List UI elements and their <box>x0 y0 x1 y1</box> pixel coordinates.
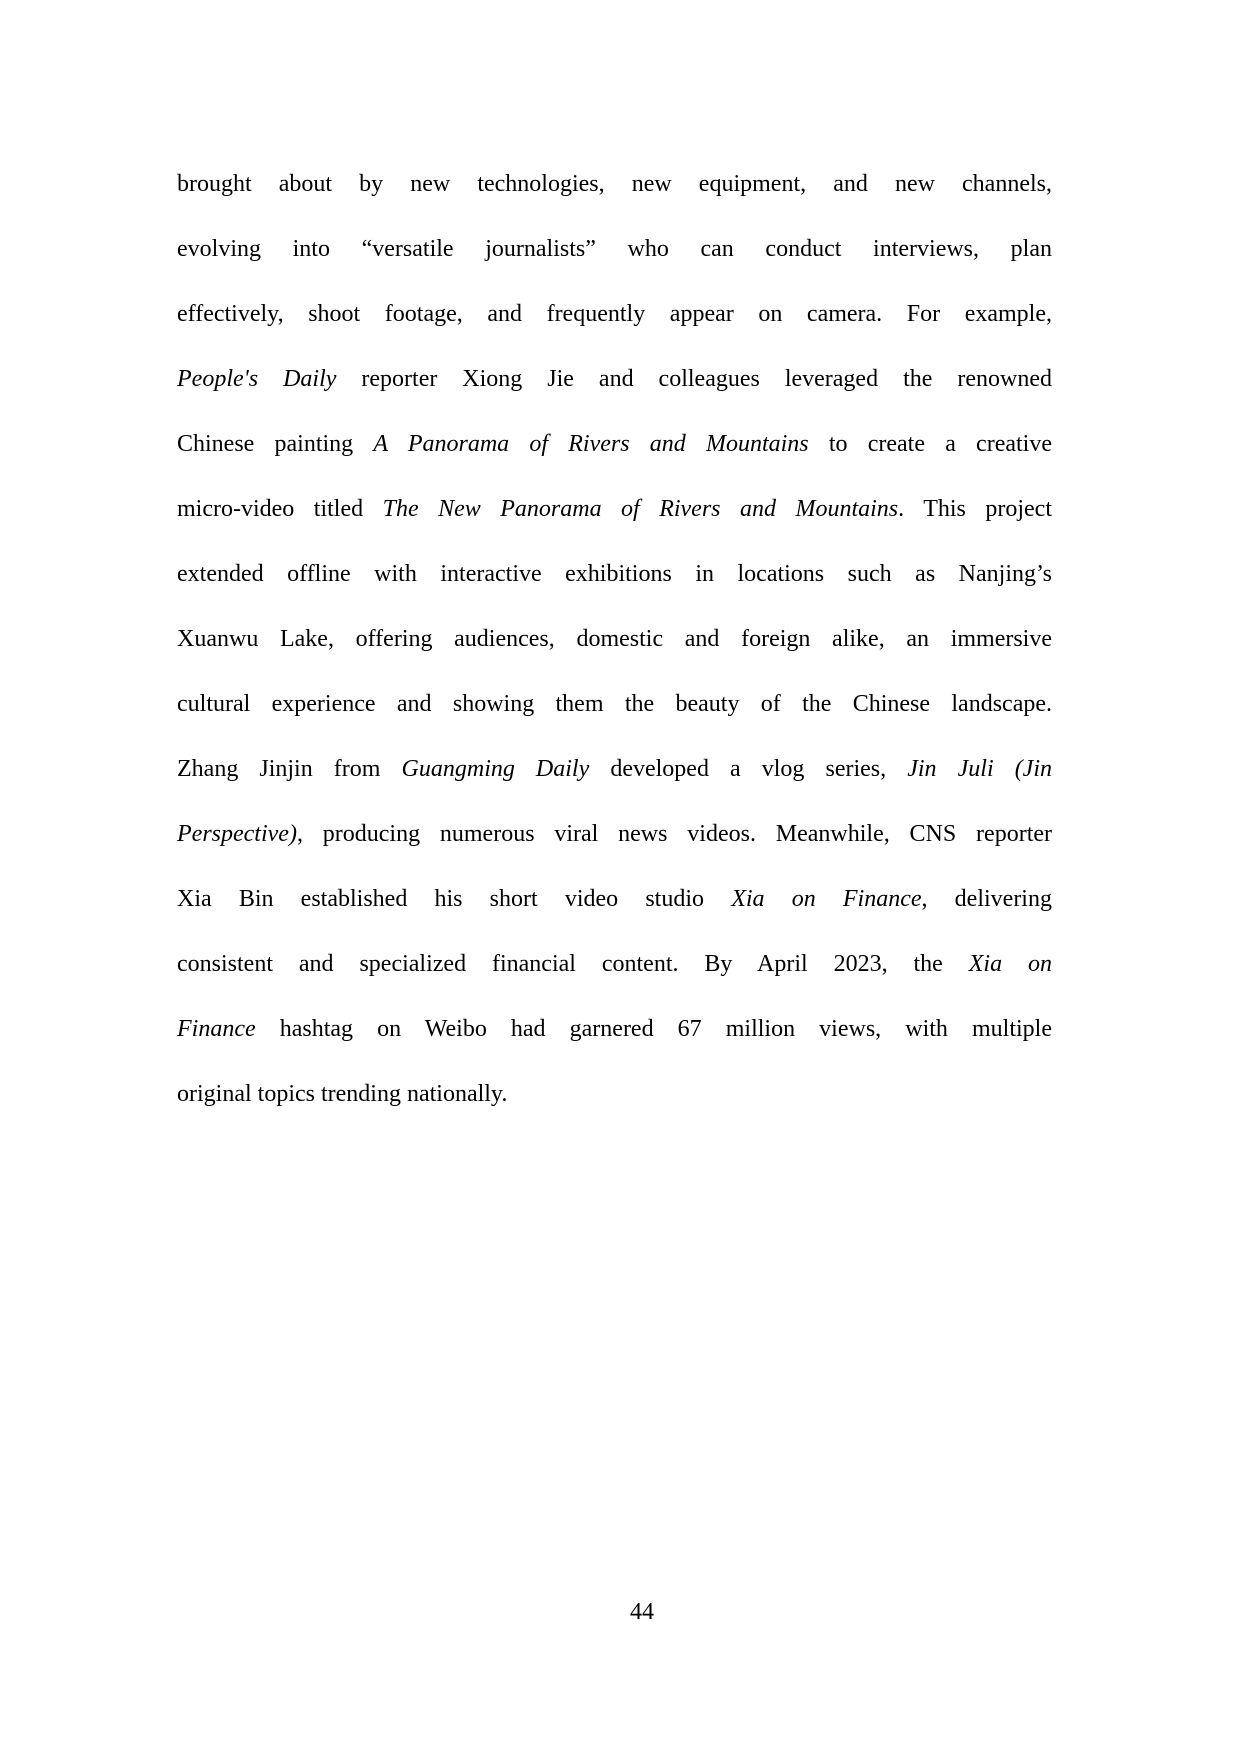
text-segment: effectively, shoot footage, and frequently appear on camera. For example, <box>177 301 1052 327</box>
paragraph-line <box>177 152 1052 217</box>
paragraph-line <box>177 997 1052 1062</box>
paragraph-line <box>177 607 1052 672</box>
paragraph-line <box>177 477 1052 542</box>
text-segment: developed a vlog series, <box>589 756 908 782</box>
text-segment: micro-video titled <box>177 496 383 522</box>
italic-text-segment: Perspective) <box>177 821 297 847</box>
paragraph-line <box>177 932 1052 997</box>
text-segment: hashtag on Weibo had garnered 67 million views, with multiple <box>255 1016 1052 1042</box>
italic-text-segment: A Panorama of Rivers and Mountains <box>373 431 809 457</box>
text-segment: original topics trending nationally. <box>177 1081 508 1107</box>
text-segment: brought about by new technologies, new equipment, and new channels, <box>177 171 1052 197</box>
text-segment: Chinese painting <box>177 431 374 457</box>
text-segment: evolving into “versatile journalists” who can conduct interviews, plan <box>177 236 1052 262</box>
paragraph-line <box>177 347 1052 412</box>
paragraph-line <box>177 542 1052 607</box>
paragraph-line <box>177 1062 1052 1127</box>
text-segment: consistent and specialized financial content. By April 2023, the <box>177 951 969 977</box>
text-segment: reporter Xiong Jie and colleagues leveraged the renowned <box>336 366 1052 392</box>
page-number: 44 <box>630 1599 654 1625</box>
text-segment: cultural experience and showing them the beauty of the Chinese landscape. <box>177 691 1052 717</box>
paragraph-line <box>177 217 1052 282</box>
paragraph <box>177 152 1052 1127</box>
italic-text-segment: The New Panorama of Rivers and Mountains <box>382 496 899 522</box>
text-segment: extended offline with interactive exhibitions in locations such as Nanjing’s <box>177 561 1052 587</box>
text-segment: , producing numerous viral news videos. Meanwhile, CNS reporter <box>296 821 1052 847</box>
paragraph-line <box>177 412 1052 477</box>
paragraph-line <box>177 867 1052 932</box>
paragraph-line <box>177 282 1052 347</box>
text-segment: Xia Bin established his short video studio <box>177 886 732 912</box>
paragraph-line <box>177 737 1052 802</box>
italic-text-segment: Finance <box>177 1016 256 1042</box>
text-segment: Xuanwu Lake, offering audiences, domestic and foreign alike, an immersive <box>177 626 1052 652</box>
italic-text-segment: People's Daily <box>177 366 337 392</box>
paragraph-line <box>177 672 1052 737</box>
paragraph-line <box>177 802 1052 867</box>
text-segment: , delivering <box>921 886 1052 912</box>
italic-text-segment: Xia on Finance <box>731 886 922 912</box>
italic-text-segment: Jin Juli (Jin <box>907 756 1053 782</box>
text-segment: to create a creative <box>808 431 1052 457</box>
text-segment: Zhang Jinjin from <box>177 756 402 782</box>
italic-text-segment: Guangming Daily <box>401 756 590 782</box>
italic-text-segment: Xia on <box>968 951 1052 977</box>
text-segment: . This project <box>898 496 1052 522</box>
